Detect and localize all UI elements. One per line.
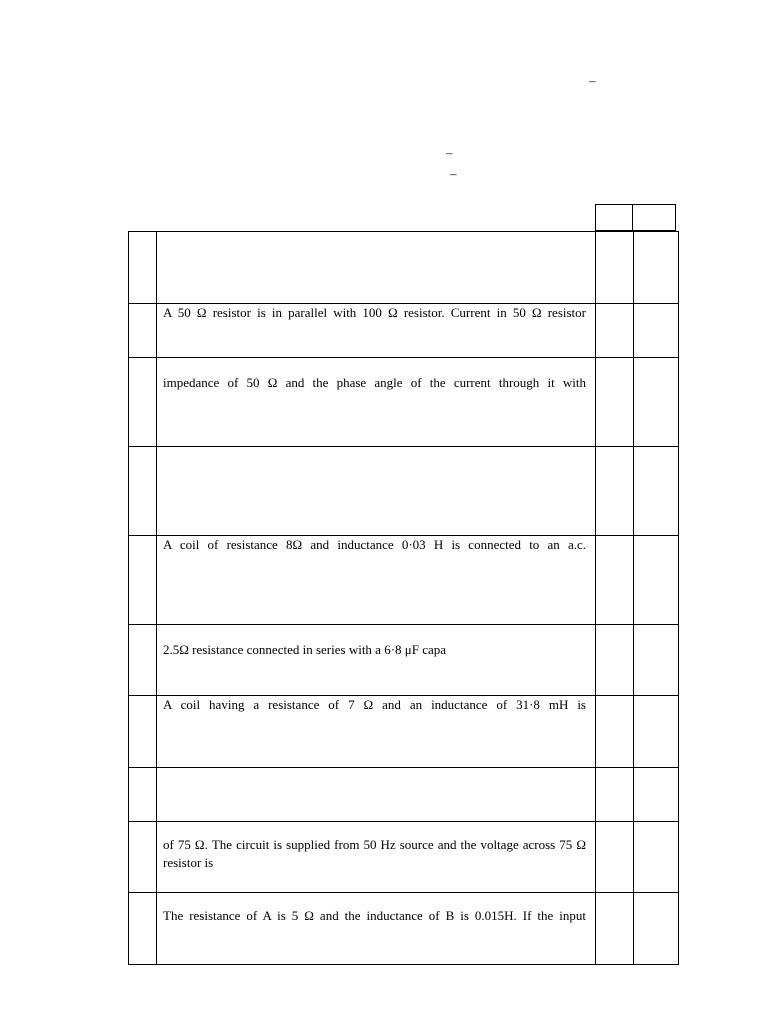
question-text-cell [157,625,596,696]
option-cell [596,696,634,768]
answer-cell [634,768,679,822]
column-header-separator [632,205,633,230]
question-text: impedance of 50 Ω and the phase angle of the current through it with [163,375,586,390]
question-number-cell [129,768,157,822]
table-row [129,304,679,358]
column-header-boxes [595,204,676,231]
question-text-cell [157,822,596,893]
table-row [129,536,679,625]
answer-cell [634,893,679,965]
table-row [129,893,679,965]
question-number-cell [129,358,157,447]
question-number-cell [129,893,157,965]
question-number-cell [129,304,157,358]
option-cell [596,304,634,358]
option-cell [596,232,634,304]
answer-cell [634,447,679,536]
answer-cell [634,358,679,447]
question-number-cell [129,696,157,768]
answer-cell [634,232,679,304]
answer-cell [634,536,679,625]
question-text-cell [157,768,596,822]
option-cell [596,447,634,536]
answer-cell [634,625,679,696]
question-text: A 50 Ω resistor is in parallel with 100 Ω resistor. Current in 50 Ω resistor [163,305,586,320]
question-text: A coil of resistance 8Ω and inductance 0·03 H is connected to an a.c. [163,537,586,552]
table-row [129,696,679,768]
header-dash-3: – [450,166,457,181]
option-cell [596,822,634,893]
question-text-cell [157,696,596,768]
question-text: A coil having a resistance of 7 Ω and an inductance of 31·8 mH is [163,697,586,712]
question-text: The resistance of A is 5 Ω and the inductance of B is 0.015H. If the input [163,908,586,923]
option-cell [596,358,634,447]
option-cell [596,536,634,625]
answer-cell [634,822,679,893]
question-number-cell [129,625,157,696]
option-cell [596,625,634,696]
question-number-cell [129,447,157,536]
option-cell [596,893,634,965]
question-number-cell [129,232,157,304]
option-cell [596,768,634,822]
table-row [129,625,679,696]
question-number-cell [129,536,157,625]
header-dash-2: – [446,145,453,160]
question-text-cell [157,893,596,965]
question-text-cell [157,536,596,625]
answer-cell [634,696,679,768]
questions-table [128,231,679,965]
table-row [129,822,679,893]
question-text-cell [157,447,596,536]
header-dash-1: – [589,73,596,88]
question-text: of 75 Ω. The circuit is supplied from 50 Hz source and the voltage across 75 Ω resistor is [163,837,586,870]
question-text: 2.5Ω resistance connected in series with a 6·8 μF capa [163,642,447,657]
question-text-cell [157,358,596,447]
question-text-cell [157,232,596,304]
question-text-cell [157,304,596,358]
table-row [129,768,679,822]
answer-cell [634,304,679,358]
table-row [129,447,679,536]
question-number-cell [129,822,157,893]
table-row [129,232,679,304]
table-row [129,358,679,447]
